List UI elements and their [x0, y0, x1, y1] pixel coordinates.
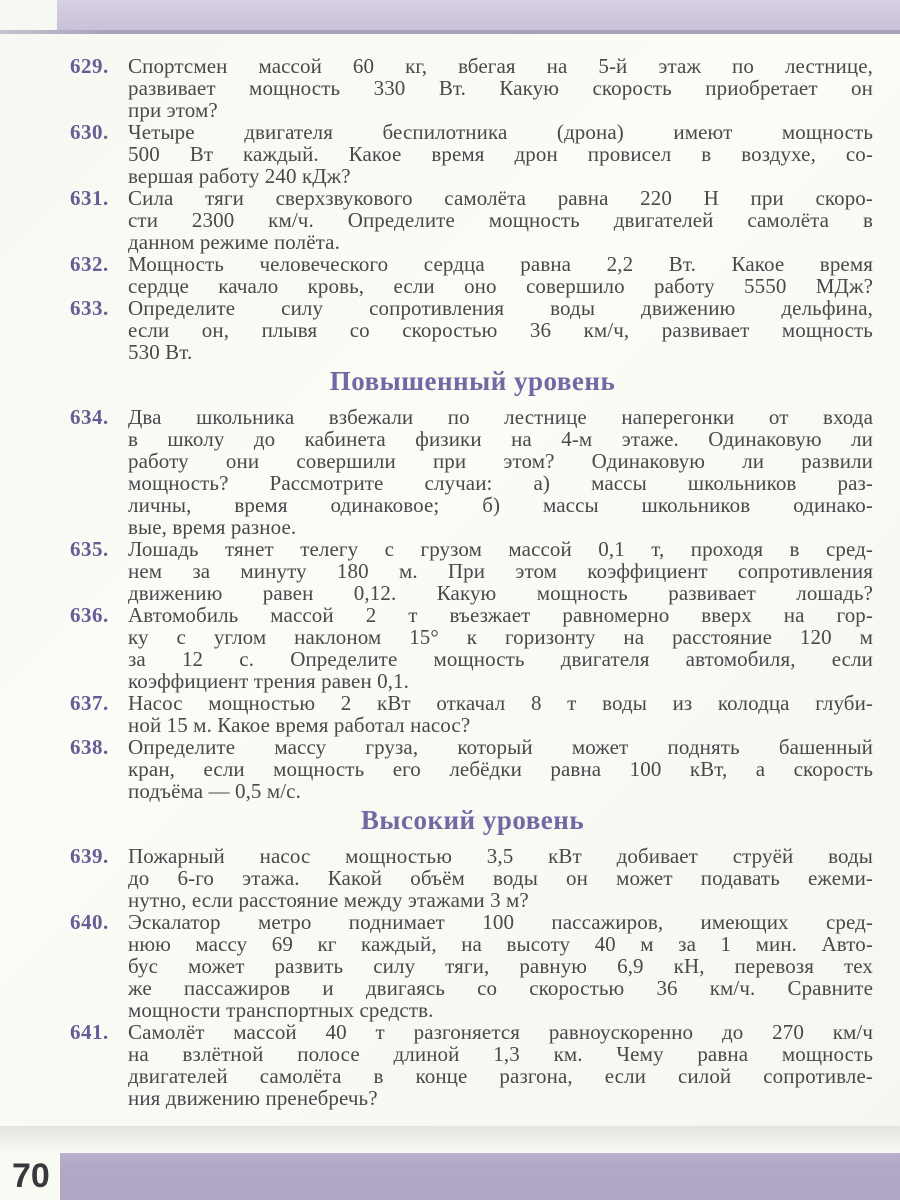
problem-638 [70, 735, 873, 803]
bottom-page-shading [0, 1126, 900, 1153]
problem-line: развивает мощность 330 Вт. Какую скорость приобретает он [128, 76, 873, 100]
problem-number: 632. [70, 252, 109, 276]
problem-631 [70, 186, 873, 254]
problem-line: Самолёт массой 40 т разгоняется равноускоренно до 270 км/ч [128, 1020, 873, 1044]
problem-line: нюю массу 69 кг каждый, на высоту 40 м за 1 мин. Авто- [128, 932, 873, 956]
problem-number: 639. [70, 844, 109, 868]
problem-line: ку с углом наклоном 15° к горизонту на расстояние 120 м [128, 625, 873, 649]
problem-number: 630. [70, 120, 109, 144]
problem-629 [70, 54, 873, 122]
bottom-decorative-bar [60, 1153, 900, 1200]
problem-line: Пожарный насос мощностью 3,5 кВт добивает струёй воды [128, 844, 873, 868]
section-heading: Повышенный уровень [329, 366, 616, 396]
problem-number: 635. [70, 537, 109, 561]
problem-number: 631. [70, 186, 109, 210]
problem-line: за 12 с. Определите мощность двигателя автомобиля, если [128, 647, 873, 671]
problem-630 [70, 120, 873, 188]
problem-line: Лошадь тянет телегу с грузом массой 0,1 т, проходя в сред- [128, 537, 873, 561]
problem-line: сердце качало кровь, если оно совершило работу 5550 МДж? [128, 274, 873, 298]
problem-line: в школу до кабинета физики на 4-м этаже. Одинаковую ли [128, 427, 873, 451]
problem-number: 629. [70, 54, 109, 78]
problem-line: Определите силу сопротивления воды движению дельфина, [128, 296, 873, 320]
problem-636 [70, 603, 873, 693]
problem-number: 636. [70, 603, 109, 627]
problem-634 [70, 405, 873, 539]
problem-line: ной 15 м. Какое время работал насос? [128, 713, 471, 737]
top-decorative-strip [57, 0, 900, 30]
problem-line: подъёма — 0,5 м/с. [128, 779, 301, 803]
problem-number: 638. [70, 735, 109, 759]
problem-number: 637. [70, 691, 109, 715]
problem-line: Четыре двигателя беспилотника (дрона) имеют мощность [128, 120, 873, 144]
problem-line: Автомобиль массой 2 т въезжает равномерно вверх на гор- [128, 603, 873, 627]
problem-633 [70, 296, 873, 364]
problem-line: данном режиме полёта. [128, 230, 340, 254]
problem-line: 500 Вт каждый. Какое время дрон провисел в воздухе, со- [128, 142, 873, 166]
problem-line: работу они совершили при этом? Одинаковую ли развили [128, 449, 873, 473]
content [70, 54, 873, 1110]
problem-641 [70, 1020, 873, 1110]
problem-line: Эскалатор метро поднимает 100 пассажиров, имеющих сред- [128, 910, 873, 934]
top-strip-shadow-line [0, 30, 900, 34]
problem-line: нутно, если расстояние между этажами 3 м? [128, 888, 529, 912]
page-number: 70 [12, 1157, 50, 1195]
problem-number: 633. [70, 296, 109, 320]
problem-line: до 6-го этажа. Какой объём воды он может подавать ежеми- [128, 866, 873, 890]
problem-line: Насос мощностью 2 кВт откачал 8 т воды из колодца глуби- [128, 691, 873, 715]
problem-line: Спортсмен массой 60 кг, вбегая на 5-й этаж по лестнице, [128, 54, 873, 78]
problem-line: Определите массу груза, который может поднять башенный [128, 735, 873, 759]
problem-line: вые, время разное. [128, 515, 297, 539]
problem-640 [70, 910, 873, 1022]
problem-635 [70, 537, 873, 605]
problem-number: 634. [70, 405, 109, 429]
problem-line: бус может развить силу тяги, равную 6,9 кН, перевозя тех [128, 954, 873, 978]
problem-line: кран, если мощность его лебёдки равна 100 кВт, а скорость [128, 757, 873, 781]
problem-line: при этом? [128, 98, 218, 122]
problem-line: вершая работу 240 кДж? [128, 164, 351, 188]
problem-line: же пассажиров и двигаясь со скоростью 36 км/ч. Сравните [128, 976, 873, 1000]
problem-line: Сила тяги сверхзвукового самолёта равна 220 Н при скоро- [128, 186, 873, 210]
problem-639 [70, 844, 873, 912]
problem-line: сти 2300 км/ч. Определите мощность двигателей самолёта в [128, 208, 873, 232]
problem-line: Мощность человеческого сердца равна 2,2 Вт. Какое время [128, 252, 873, 276]
problem-637 [70, 691, 873, 737]
problem-line: коэффициент трения равен 0,1. [128, 669, 410, 693]
section-heading: Высокий уровень [360, 805, 585, 835]
problem-line: 530 Вт. [128, 340, 193, 364]
problem-line: на взлётной полосе длиной 1,3 км. Чему равна мощность [128, 1042, 873, 1066]
problem-line: личны, время одинаковое; б) массы школьников одинако- [128, 493, 873, 517]
problem-line: если он, плывя со скоростью 36 км/ч, развивает мощность [128, 318, 873, 342]
problem-number: 640. [70, 910, 109, 934]
problem-line: ния движению пренебречь? [128, 1086, 378, 1110]
problem-line: мощность? Рассмотрите случаи: а) массы школьников раз- [128, 471, 873, 495]
problem-632 [70, 252, 873, 298]
problem-line: мощности транспортных средств. [128, 998, 434, 1022]
problem-line: нем за минуту 180 м. При этом коэффициент сопротивления [128, 559, 873, 583]
problem-line: Два школьника взбежали по лестнице наперегонки от входа [128, 405, 873, 429]
problem-line: движению равен 0,12. Какую мощность развивает лошадь? [128, 581, 873, 605]
problem-number: 641. [70, 1020, 109, 1044]
problem-line: двигателей самолёта в конце разгона, если силой сопротивле- [128, 1064, 873, 1088]
